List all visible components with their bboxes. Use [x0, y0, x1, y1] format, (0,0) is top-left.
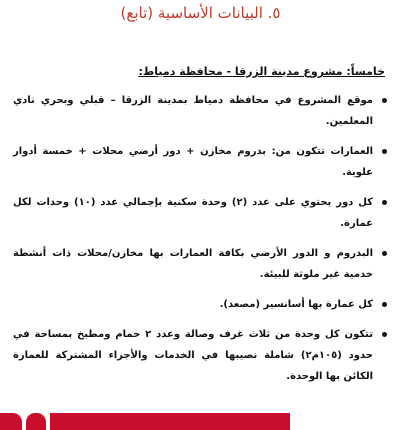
bullet-list — [13, 90, 391, 396]
logo-shape — [26, 413, 46, 430]
list-item — [13, 192, 391, 234]
list-item — [13, 324, 391, 387]
list-item — [13, 294, 391, 315]
section-heading: خامساً: مشروع مدينة الزرقا - محافظة دمياط: — [138, 65, 385, 78]
brand-logo-mark — [0, 413, 290, 430]
list-item-text: كل دور يحتوي على عدد (٢) وحدة سكنية بإجمالي عدد (١٠) وحدات لكل عمارة. — [13, 197, 373, 229]
list-item — [13, 243, 391, 285]
brand-bar — [50, 413, 290, 430]
list-item — [13, 141, 391, 183]
bullet-icon — [382, 332, 387, 337]
bullet-icon — [382, 149, 387, 154]
list-item-text: البدروم و الدور الأرضي بكافة العمارات بها مخازن/محلات ذات أنشطة خدمية غير ملوثة للبيئة. — [13, 248, 373, 280]
bullet-icon — [382, 251, 387, 256]
list-item-text: كل عمارة بها أسانسير (مصعد). — [219, 299, 373, 310]
bullet-icon — [382, 98, 387, 103]
list-item-text: تتكون كل وحدة من ثلاث غرف وصالة وعدد ٢ حمام ومطبخ بمساحة في حدود (١٠٥م٢) شاملة نصيبها في الخدمات والأجزاء المشتركة للعمارة الكائن بها الوحدة. — [13, 329, 373, 382]
list-item-text: موقع المشروع في محافظة دمياط بمدينة الزرقا – قبلي وبحري نادي المعلمين. — [13, 95, 373, 127]
bullet-icon — [382, 302, 387, 307]
list-item-text: العمارات تتكون من: بدروم مخازن + دور أرضي محلات + خمسة أدوار علوية. — [13, 146, 373, 178]
page-title: ٥. البيانات الأساسية (تابع) — [120, 4, 281, 22]
list-item — [13, 90, 391, 132]
logo-shape — [0, 413, 22, 430]
bullet-icon — [382, 200, 387, 205]
